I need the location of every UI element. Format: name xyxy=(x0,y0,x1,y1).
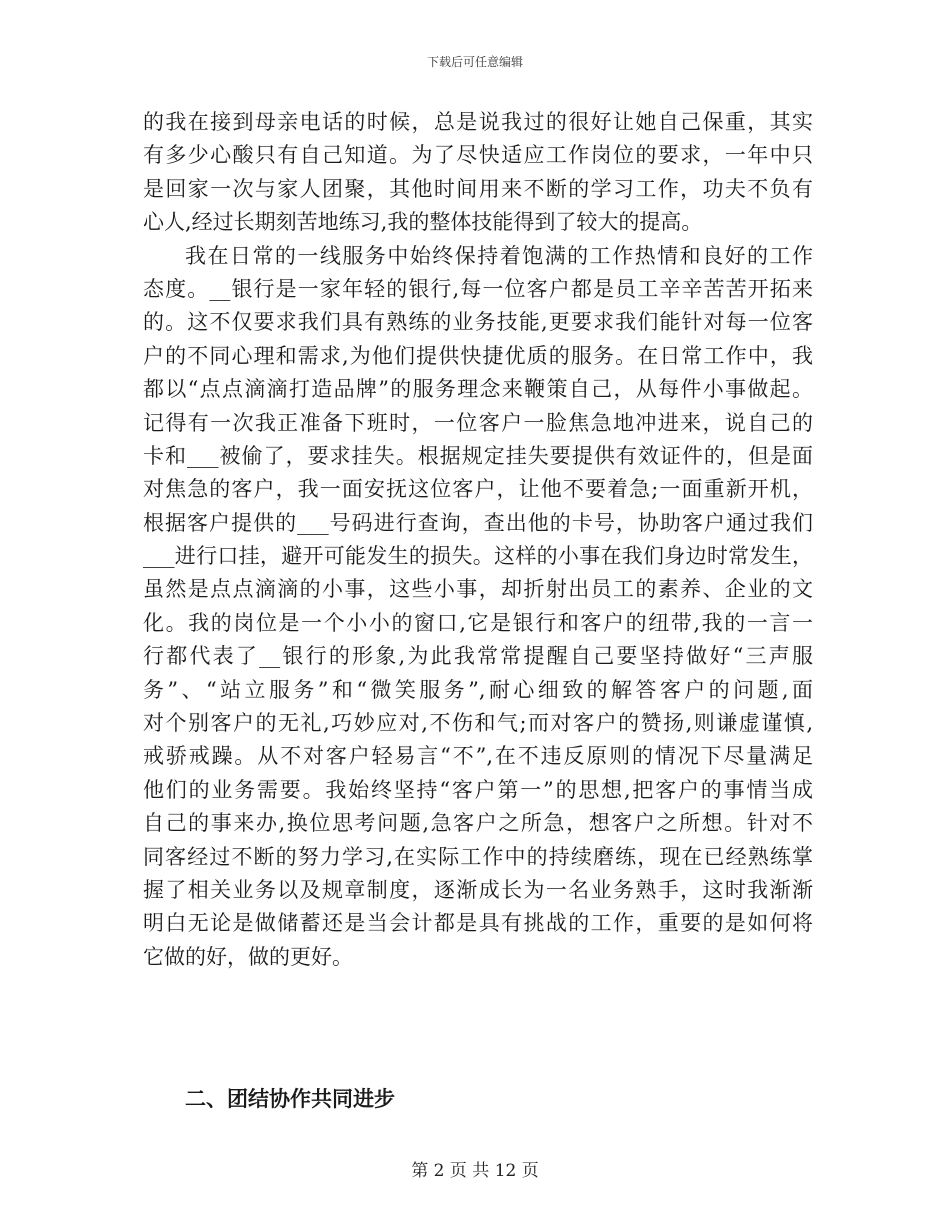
body-line: 握了相关业务以及规章制度，逐渐成长为一名业务熟手，这时我渐渐 xyxy=(143,877,813,902)
body-line: 明白无论是做储蓄还是当会计都是具有挑战的工作，重要的是如何将 xyxy=(143,911,813,936)
body-line: 自己的事来办,换位思考问题,急客户之所急，想客户之所想。针对不 xyxy=(143,811,813,836)
body-line: 态度。__银行是一家年轻的银行,每一位客户都是员工辛辛苦苦开拓来 xyxy=(143,276,813,301)
body-line: 对个别客户的无礼,巧妙应对,不伤和气;而对客户的赞扬,则谦虚谨慎, xyxy=(143,711,813,736)
body-line: 行都代表了__银行的形象,为此我常常提醒自己要坚持做好“三声服 xyxy=(143,644,813,669)
document-body xyxy=(143,106,813,974)
body-line: 化。我的岗位是一个小小的窗口,它是银行和客户的纽带,我的一言一 xyxy=(143,610,813,635)
body-line: 虽然是点点滴滴的小事，这些小事，却折射出员工的素养、企业的文 xyxy=(143,577,813,602)
page-number: 第 2 页 共 12 页 xyxy=(411,1161,539,1181)
body-line: 都以“点点滴滴打造品牌”的服务理念来鞭策自己，从每件小事做起。 xyxy=(143,377,813,402)
body-line: 我在日常的一线服务中始终保持着饱满的工作热情和良好的工作 xyxy=(185,243,813,268)
body-line: 的我在接到母亲电话的时候，总是说我过的很好让她自己保重，其实 xyxy=(143,110,813,134)
body-line: 记得有一次我正准备下班时，一位客户一脸焦急地冲进来，说自己的 xyxy=(143,410,813,435)
body-line: 戒骄戒躁。从不对客户轻易言“不”,在不违反原则的情况下尽量满足 xyxy=(143,744,813,769)
body-line: 他们的业务需要。我始终坚持“客户第一”的思想,把客户的事情当成 xyxy=(143,777,813,802)
body-line: 是回家一次与家人团聚，其他时间用来不断的学习工作，功夫不负有 xyxy=(143,176,813,201)
body-line: 卡和___被偷了，要求挂失。根据规定挂失要提供有效证件的，但是面 xyxy=(143,443,813,468)
body-line: 的。这不仅要求我们具有熟练的业务技能,更要求我们能针对每一位客 xyxy=(143,310,813,335)
body-line: ___进行口挂，避开可能发生的损失。这样的小事在我们身边时常发生， xyxy=(143,544,813,569)
body-line: 心人,经过长期刻苦地练习,我的整体技能得到了较大的提高。 xyxy=(143,210,703,235)
body-line: 它做的好，做的更好。 xyxy=(143,944,353,969)
body-line: 对焦急的客户，我一面安抚这位客户，让他不要着急;一面重新开机， xyxy=(143,477,813,502)
page-header-note: 下载后可任意编辑 xyxy=(426,55,523,69)
section-heading: 二、团结协作共同进步 xyxy=(185,1087,395,1111)
body-line: 根据客户提供的___号码进行查询，查出他的卡号，协助客户通过我们 xyxy=(143,510,813,535)
body-line: 户的不同心理和需求,为他们提供快捷优质的服务。在日常工作中，我 xyxy=(143,343,813,368)
body-line: 务”、“站立服务”和“微笑服务”,耐心细致的解答客户的问题,面 xyxy=(143,677,813,702)
body-line: 有多少心酸只有自己知道。为了尽快适应工作岗位的要求，一年中只 xyxy=(143,143,813,168)
body-line: 同客经过不断的努力学习,在实际工作中的持续磨练，现在已经熟练掌 xyxy=(143,844,813,869)
